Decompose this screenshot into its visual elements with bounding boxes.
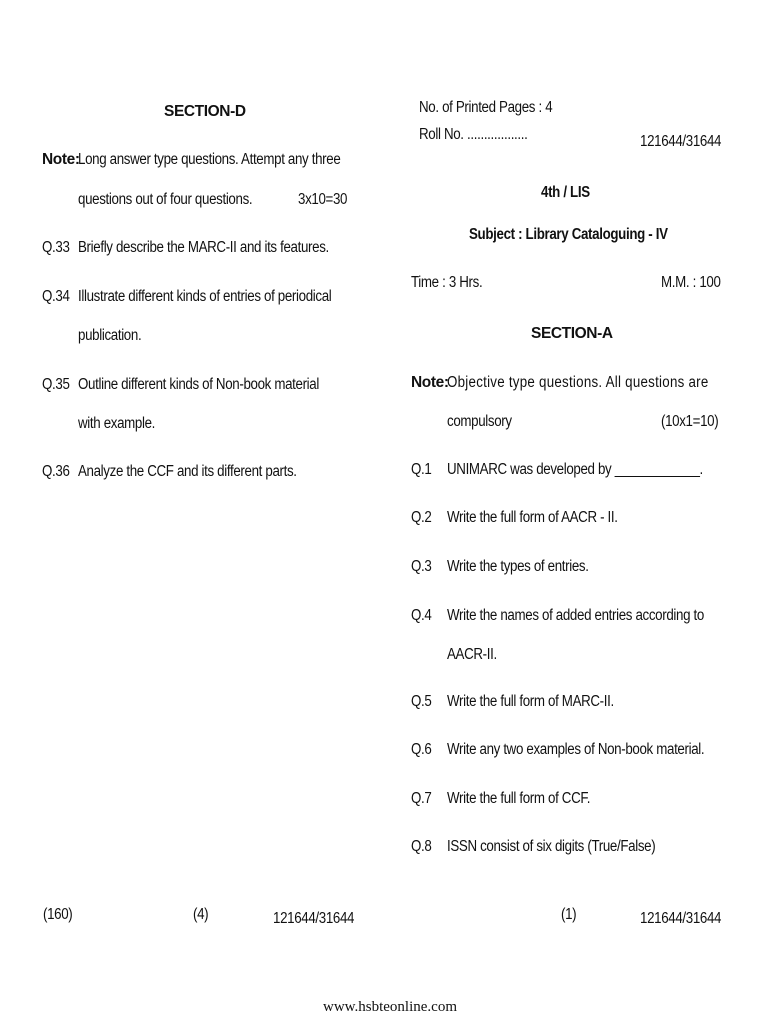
time-allowed: Time : 3 Hrs. <box>411 274 483 291</box>
question-text: Write the full form of MARC-II. <box>447 693 614 710</box>
question-number: Q.5 <box>411 693 432 710</box>
question-text: Write the full form of CCF. <box>447 790 591 807</box>
footer-paper-code-left: 121644/31644 <box>273 910 355 927</box>
question-text: Write the names of added entries according to <box>447 607 704 624</box>
question-number: Q.33 <box>42 239 70 256</box>
section-d-title: SECTION-D <box>164 103 246 120</box>
footer-page-number-right: (1) <box>561 906 577 923</box>
question-number: Q.36 <box>42 463 70 480</box>
note-label-right: Note: <box>411 374 449 391</box>
semester-title: 4th / LIS <box>541 184 590 201</box>
question-text: UNIMARC was developed by ____________. <box>447 461 703 478</box>
question-number: Q.7 <box>411 790 432 807</box>
question-text: Write the types of entries. <box>447 558 589 575</box>
question-number: Q.3 <box>411 558 432 575</box>
question-text: Write any two examples of Non-book material. <box>447 741 705 758</box>
question-text-continued: AACR-II. <box>447 646 497 663</box>
question-number: Q.35 <box>42 376 70 393</box>
roll-number: Roll No. .................. <box>419 126 528 143</box>
question-number: Q.4 <box>411 607 432 624</box>
question-text: Outline different kinds of Non-book material <box>78 376 319 393</box>
footer-paper-code-right: 121644/31644 <box>640 910 722 927</box>
footer-page-number-left: (4) <box>193 906 209 923</box>
site-url: www.hsbteonline.com <box>323 999 458 1015</box>
note-label-left: Note: <box>42 151 80 168</box>
note-marks-right: (10x1=10) <box>661 413 719 430</box>
question-text-continued: with example. <box>78 415 156 432</box>
note-text-right-2: compulsory <box>447 413 512 430</box>
question-text-continued: publication. <box>78 327 142 344</box>
question-number: Q.8 <box>411 838 432 855</box>
question-text: Briefly describe the MARC-II and its features. <box>78 239 329 256</box>
question-text: Write the full form of AACR - II. <box>447 509 618 526</box>
question-text: Illustrate different kinds of entries of periodical <box>78 288 332 305</box>
note-marks-left: 3x10=30 <box>298 191 348 208</box>
section-a-title: SECTION-A <box>531 325 613 342</box>
question-number: Q.34 <box>42 288 70 305</box>
note-text-left-2: questions out of four questions. <box>78 191 253 208</box>
question-text: Analyze the CCF and its different parts. <box>78 463 297 480</box>
note-text-left: Long answer type questions. Attempt any three <box>78 151 341 168</box>
footer-code-left: (160) <box>43 906 73 923</box>
question-number: Q.6 <box>411 741 432 758</box>
paper-code-header: 121644/31644 <box>640 133 722 150</box>
question-number: Q.1 <box>411 461 432 478</box>
question-text: ISSN consist of six digits (True/False) <box>447 838 656 855</box>
subject-title: Subject : Library Cataloguing - IV <box>469 226 668 243</box>
question-number: Q.2 <box>411 509 432 526</box>
note-text-right: Objective type questions. All questions are <box>447 374 709 391</box>
max-marks: M.M. : 100 <box>661 274 721 291</box>
printed-pages: No. of Printed Pages : 4 <box>419 99 553 116</box>
